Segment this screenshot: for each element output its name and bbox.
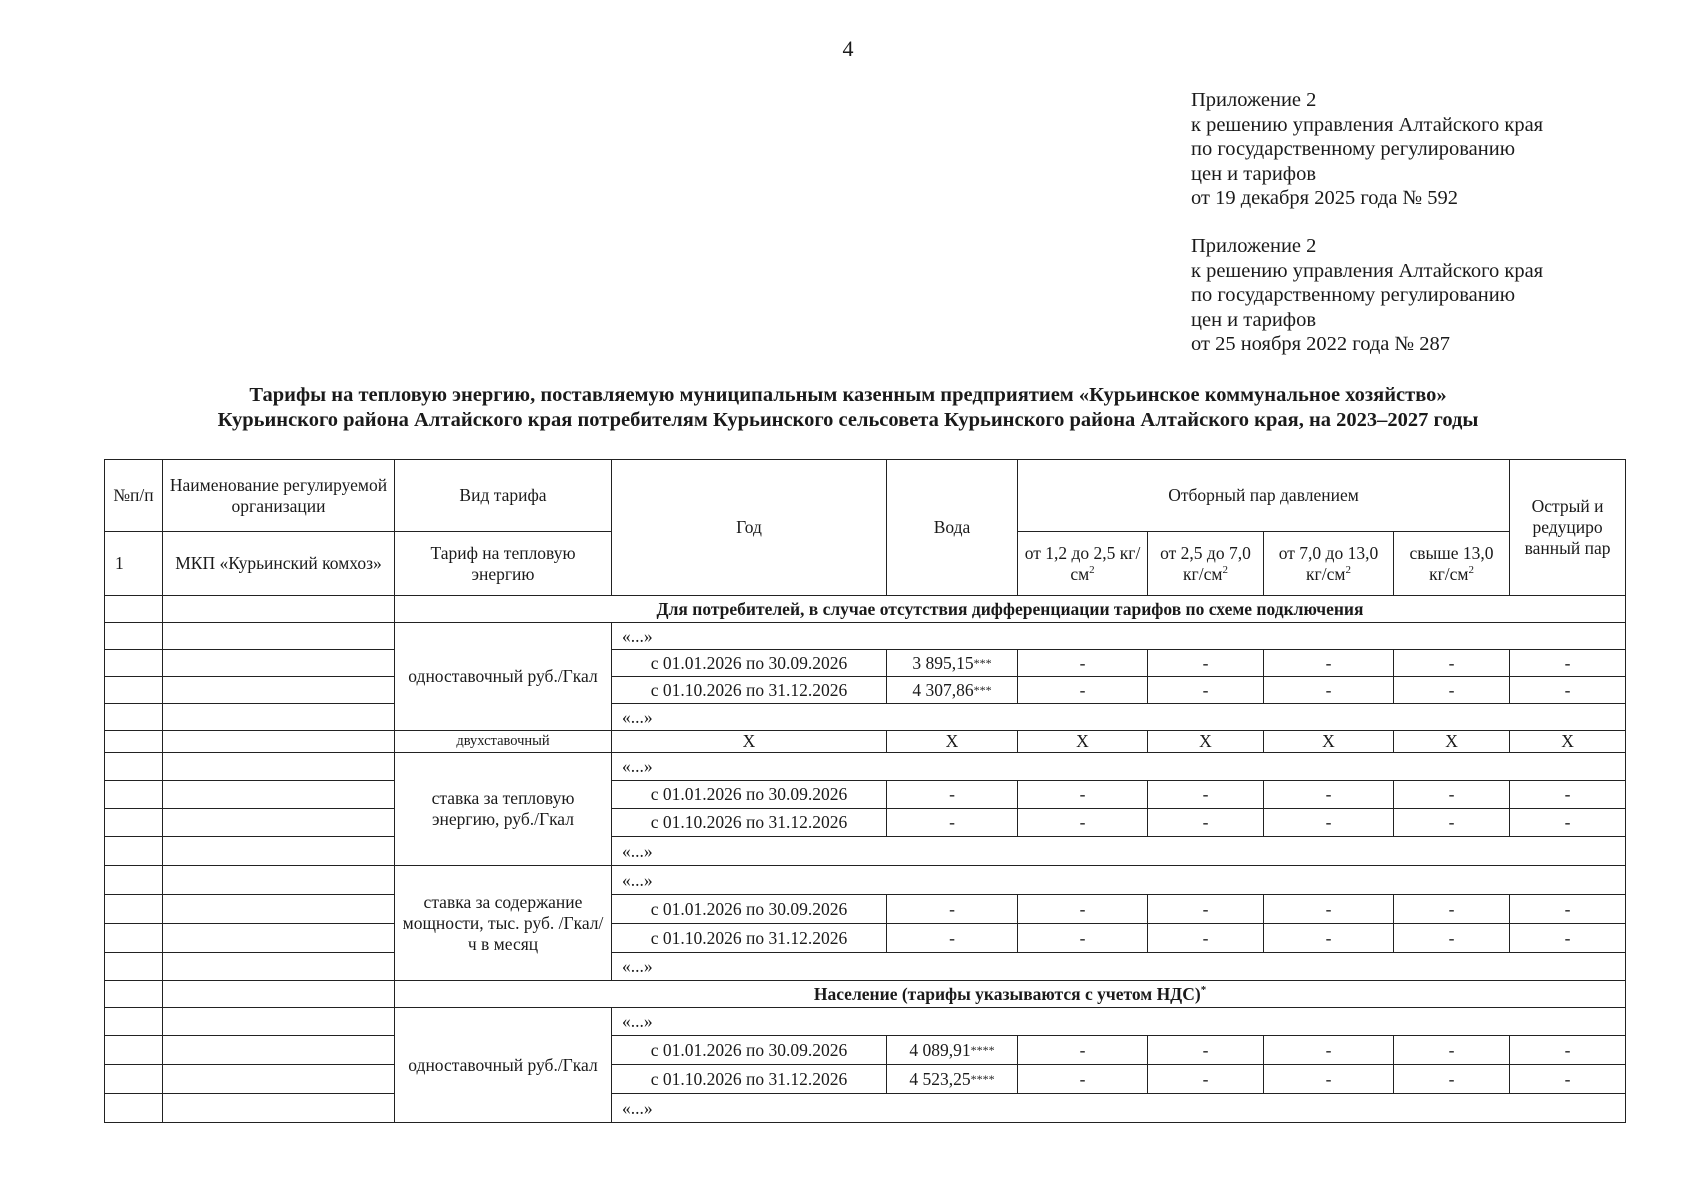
x-mark: X [1018,731,1148,753]
dash: - [1148,1065,1264,1094]
header-water: Вода [887,460,1018,596]
tariff-table [104,459,1626,1123]
document-title [0,383,1696,432]
dash: - [1264,1036,1394,1065]
water-value-text: 3 895,15 [912,652,974,673]
dash: - [887,809,1018,837]
dash: - [1394,677,1510,704]
header-steam-1 [1018,532,1148,596]
dash: - [1510,924,1626,953]
table-row [105,650,1626,677]
period: с 01.10.2026 по 31.12.2026 [612,924,887,953]
header-steam-3-label: от 7,0 до 13,0 кг/см [1278,542,1379,584]
header-steam-4-label: свыше 13,0 кг/см [1409,542,1494,584]
ellipsis: «...» [612,704,1626,731]
dash: - [1510,1065,1626,1094]
ellipsis: «...» [612,866,1626,895]
annex-current [1191,88,1661,211]
capacity-rate-label: ставка за содержание мощности, тыс. руб. /Гкал/ч в месяц [395,866,612,981]
header-steam-1-label: от 1,2 до 2,5 кг/см [1024,542,1141,584]
table-row [105,753,1626,781]
dash: - [1264,924,1394,953]
period: с 01.01.2026 по 30.09.2026 [612,895,887,924]
dash: - [1148,677,1264,704]
dash: - [1018,809,1148,837]
superscript: 2 [1089,563,1095,576]
dash: - [1018,1065,1148,1094]
annex-line: от 19 декабря 2025 года № 592 [1191,187,1458,209]
footnote-mark: **** [970,1042,995,1057]
period: с 01.01.2026 по 30.09.2026 [612,650,887,677]
header-org: Наименование регулируемой организации [163,460,395,532]
dash: - [1264,1065,1394,1094]
header-year: Год [612,460,887,596]
dash: - [1510,895,1626,924]
population-one-part-label: одноставочный руб./Гкал [395,1008,612,1123]
dash: - [1510,809,1626,837]
table-row [105,781,1626,809]
dash: - [1148,650,1264,677]
superscript: 2 [1345,563,1351,576]
header-steam-2-label: от 2,5 до 7,0 кг/см [1160,542,1251,584]
footnote-mark: *** [973,682,992,697]
annex-line: Приложение 2 [1191,235,1317,257]
x-mark: X [612,731,887,753]
period: с 01.10.2026 по 31.12.2026 [612,1065,887,1094]
dash: - [1394,924,1510,953]
section-row [105,596,1626,623]
ellipsis: «...» [612,753,1626,781]
org-num: 1 [105,532,163,596]
table-row [105,924,1626,953]
period: с 01.10.2026 по 31.12.2026 [612,809,887,837]
x-mark: X [1148,731,1264,753]
period: с 01.10.2026 по 31.12.2026 [612,677,887,704]
dash: - [1394,781,1510,809]
dash: - [1510,677,1626,704]
table-row [105,1008,1626,1036]
header-steam-2 [1148,532,1264,596]
annex-line: от 25 ноября 2022 года № 287 [1191,333,1450,355]
table-row [105,1094,1626,1123]
org-name: МКП «Курьинский комхоз» [163,532,395,596]
annex-line: цен и тарифов [1191,162,1317,185]
ellipsis: «...» [612,953,1626,981]
dash: - [1510,781,1626,809]
water-value-text: 4 307,86 [912,679,974,700]
water-value [887,1065,1018,1094]
dash: - [1148,895,1264,924]
table-row [105,837,1626,866]
footnote-mark: * [1200,983,1207,996]
table-row [105,1065,1626,1094]
dash: - [1148,924,1264,953]
header-row [105,460,1626,532]
dash: - [887,924,1018,953]
dash: - [887,895,1018,924]
dash: - [1018,781,1148,809]
dash: - [1148,781,1264,809]
one-part-label: одноставочный руб./Гкал [395,623,612,731]
ellipsis: «...» [612,623,1626,650]
dash: - [1510,650,1626,677]
period: с 01.01.2026 по 30.09.2026 [612,1036,887,1065]
annex-line: к решению управления Алтайского края [1191,259,1544,282]
dash: - [1148,809,1264,837]
header-steam-4 [1394,532,1510,596]
dash: - [1264,781,1394,809]
x-mark: X [887,731,1018,753]
dash: - [1018,895,1148,924]
x-mark: X [1264,731,1394,753]
header-steam-3 [1264,532,1394,596]
dash: - [1018,1036,1148,1065]
dash: - [1264,650,1394,677]
dash: - [887,781,1018,809]
annex-line: по государственному регулированию [1191,138,1516,160]
header-sharp-steam: Острый и редуциро ванный пар [1510,460,1626,596]
dash: - [1018,924,1148,953]
dash: - [1018,677,1148,704]
dash: - [1264,677,1394,704]
table-row [105,677,1626,704]
annex-previous [1191,234,1661,357]
section-population-label: Население (тарифы указываются с учетом НДС) [813,983,1201,1004]
ellipsis: «...» [612,1008,1626,1036]
annex-line: цен и тарифов [1191,308,1317,331]
annex-line: по государственному регулированию [1191,284,1516,306]
header-num: №п/п [105,460,163,532]
table-row [105,953,1626,981]
dash: - [1394,650,1510,677]
table-row [105,623,1626,650]
dash: - [1394,895,1510,924]
page-number: 4 [842,36,854,61]
ellipsis: «...» [612,837,1626,866]
two-part-label: двухставочный [395,731,612,753]
section-no-diff: Для потребителей, в случае отсутствия дифференциации тарифов по схеме подключения [395,596,1626,623]
ellipsis: «...» [612,1094,1626,1123]
water-value [887,650,1018,677]
title-line-1: Тарифы на тепловую энергию, поставляемую муниципальным казенным предприятием «Курьинское коммунальное хозяйство» [249,384,1447,406]
dash: - [1394,1036,1510,1065]
table-row [105,704,1626,731]
table-row [105,731,1626,753]
org-tariff: Тариф на тепловую энергию [395,532,612,596]
header-tariff-type: Вид тарифа [395,460,612,532]
water-value [887,677,1018,704]
table-row [105,1036,1626,1065]
annex-line: к решению управления Алтайского края [1191,113,1544,136]
table-row [105,809,1626,837]
x-mark: X [1510,731,1626,753]
dash: - [1394,1065,1510,1094]
water-value-text: 4 089,91 [909,1039,971,1060]
superscript: 2 [1468,563,1474,576]
section-row [105,981,1626,1008]
period: с 01.01.2026 по 30.09.2026 [612,781,887,809]
x-mark: X [1394,731,1510,753]
water-value-text: 4 523,25 [909,1068,971,1089]
table-row [105,866,1626,895]
section-population [395,981,1626,1008]
water-value [887,1036,1018,1065]
dash: - [1394,809,1510,837]
dash: - [1510,1036,1626,1065]
header-steam: Отборный пар давлением [1018,460,1510,532]
footnote-mark: *** [973,655,992,670]
dash: - [1148,1036,1264,1065]
energy-rate-label: ставка за тепловую энергию, руб./Гкал [395,753,612,866]
footnote-mark: **** [970,1071,995,1086]
dash: - [1018,650,1148,677]
dash: - [1264,895,1394,924]
annex-line: Приложение 2 [1191,89,1317,111]
title-line-2: Курьинского района Алтайского края потребителям Курьинского сельсовета Курьинского района Алтайского края, на 2023–2027 годы [217,408,1479,431]
table-row [105,895,1626,924]
dash: - [1264,809,1394,837]
superscript: 2 [1222,563,1228,576]
